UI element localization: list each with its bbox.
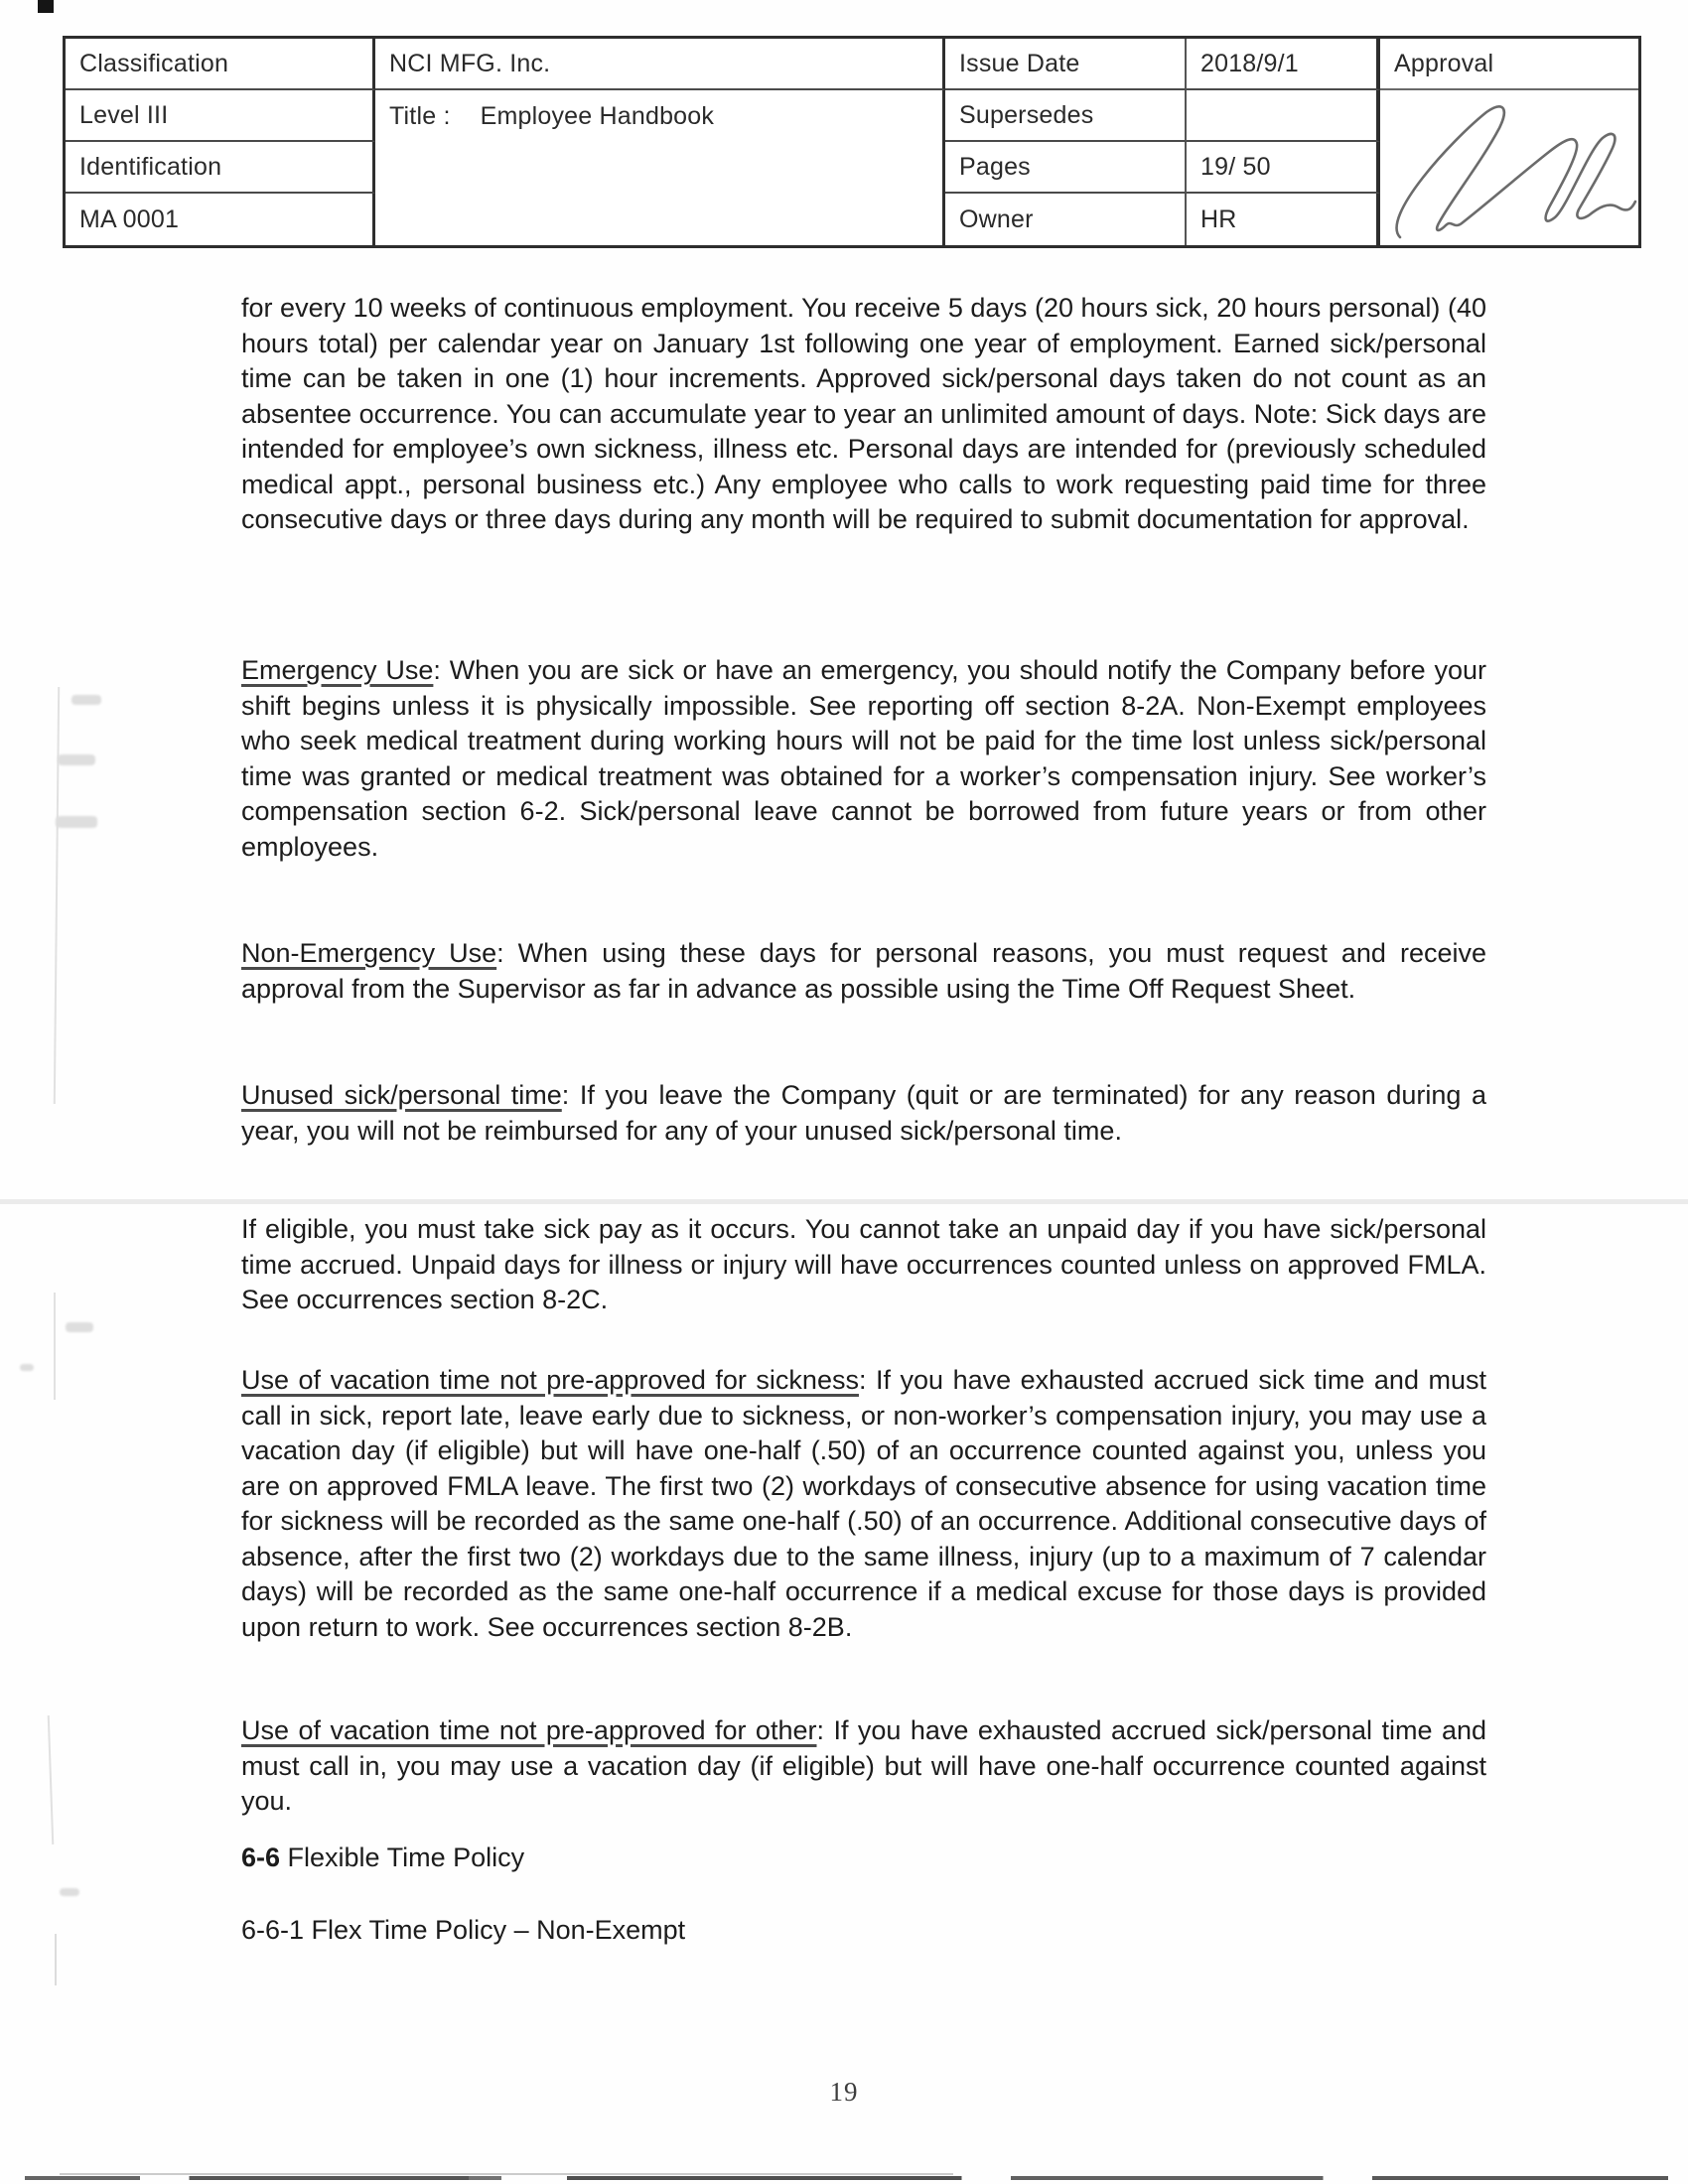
pages-value: 19/ 50 [1187,142,1380,194]
paragraph-text: If eligible, you must take sick pay as it occurs. You cannot take an unpaid day if you have sick/personal time accrued. Unpaid days for illness or injury will have occurrences counted unless on approved FMLA. See occurrences section 8-2C. [241,1214,1486,1314]
approval-label: Approval [1380,39,1638,90]
pages-label: Pages [945,142,1187,194]
section-title: Flexible Time Policy [280,1843,525,1872]
section-heading-6-6-1: 6-6-1 Flex Time Policy – Non-Exempt [241,1915,686,1945]
title-value: Employee Handbook [480,102,715,130]
paragraph-non-emergency-use [241,936,1486,1007]
scan-artifact-bottom-edge [60,2173,953,2175]
paragraph-lead: Non-Emergency Use [241,938,497,968]
paragraph-lead: Unused sick/personal time [241,1080,562,1110]
scan-artifact-ghost [66,1322,93,1332]
scan-artifact-bottom-edge [25,2176,1668,2180]
owner-value: HR [1187,194,1380,245]
paragraph-sick-pay-rule [241,1212,1486,1318]
issue-date-value: 2018/9/1 [1187,39,1380,90]
paragraph-text: : If you have exhausted accrued sick time and must call in sick, report late, leave early due to sickness, or non-worker’s compensation injury, you may use a vacation day (if eligible) but will have one-half (.50) of an occurrence counted against you, unless you are on approved FMLA leave. The first two (2) workdays of consecutive absence for using vacation time for sickness will be recorded as the same one-half (.50) of an occurrence. Additional consecutive days of absence, after the first two (2) workdays due to the same illness, injury (up to a maximum of 7 calendar days) will be recorded as the same one-half occurrence if a medical excuse for those days is provided upon return to work. See occurrences section 8-2B. [241,1365,1486,1642]
scan-artifact-ghost-line [54,1293,56,1400]
identification-label: Identification [66,142,375,194]
paragraph-text: : If you leave the Company (quit or are terminated) for any reason during a year, you will not be reimbursed for any of your unused sick/personal time. [241,1080,1486,1146]
scan-artifact-ghost-line [55,1934,57,1985]
section-heading-6-6 [241,1843,524,1873]
paragraph-lead: Use of vacation time not pre-approved for other [241,1715,817,1745]
paragraph-lead: Emergency Use [241,655,434,685]
paragraph-text: : When using these days for personal reasons, you must request and receive approval from the Supervisor as far in advance as possible using the Time Off Request Sheet. [241,938,1486,1004]
paragraph-vacation-for-other [241,1713,1486,1820]
document-title-cell [375,90,945,245]
scan-artifact-ghost [60,1888,79,1896]
scan-artifact-streak [0,1199,1688,1204]
paragraph-text: : When you are sick or have an emergency, you should notify the Company before your shift begins unless it is physically impossible. See reporting off section 8-2A. Non-Exempt employees who seek medical treatment during working hours will not be paid for the time lost unless sick/personal time was granted or medical treatment was obtained for a worker’s compensation injury. See worker’s compensation section 6-2. Sick/personal leave cannot be borrowed from future years or from other employees. [241,655,1487,862]
paragraph-text: for every 10 weeks of continuous employment. You receive 5 days (20 hours sick, 20 hours personal) (40 hours total) per calendar year on January 1st following one year of employment. Earned sick/personal time can be taken in one (1) hour increments. Approved sick/personal days taken do not count as an absentee occurrence. You can accumulate year to year an unlimited amount of days. Note: Sick days are intended for employee’s own sickness, illness etc. Personal days are intended for (previously scheduled medical appt., personal business etc.) Any employee who calls to work requesting paid time for three consecutive days or three days during any month will be required to submit documentation for approval. [241,293,1486,534]
paragraph-unused-time [241,1078,1486,1149]
issue-date-label: Issue Date [945,39,1187,90]
scan-artifact-ghost [20,1364,34,1371]
section-number: 6-6 [241,1843,281,1872]
paragraph-text: : If you have exhausted accrued sick/personal time and must call in, you may use a vacation day (if eligible) but will have one-half occurrence counted against you. [241,1715,1486,1816]
title-label: Title : [389,102,451,130]
classification-value: Level III [66,90,375,142]
supersedes-label: Supersedes [945,90,1187,142]
owner-label: Owner [945,194,1187,245]
supersedes-value [1187,90,1380,142]
scan-artifact-ghost-line [48,1715,55,1844]
company-name: NCI MFG. Inc. [375,39,945,90]
paragraph-sick-personal-accrual [241,291,1486,538]
scan-artifact-ghost [56,816,97,828]
paragraph-lead: Use of vacation time not pre-approved for sickness [241,1365,859,1395]
classification-label: Classification [66,39,375,90]
identification-value: MA 0001 [66,194,375,245]
scan-artifact-ghost [58,754,95,765]
scan-artifact-ghost [71,695,101,705]
document-header-table [63,36,1641,248]
signature-icon [1380,90,1638,245]
approval-signature [1380,90,1638,245]
scan-artifact-corner [38,0,54,13]
scan-artifact-ghost-line [54,687,60,1104]
paragraph-vacation-for-sickness [241,1363,1486,1645]
paragraph-emergency-use [241,653,1486,865]
page-number: 19 [829,2077,859,2107]
